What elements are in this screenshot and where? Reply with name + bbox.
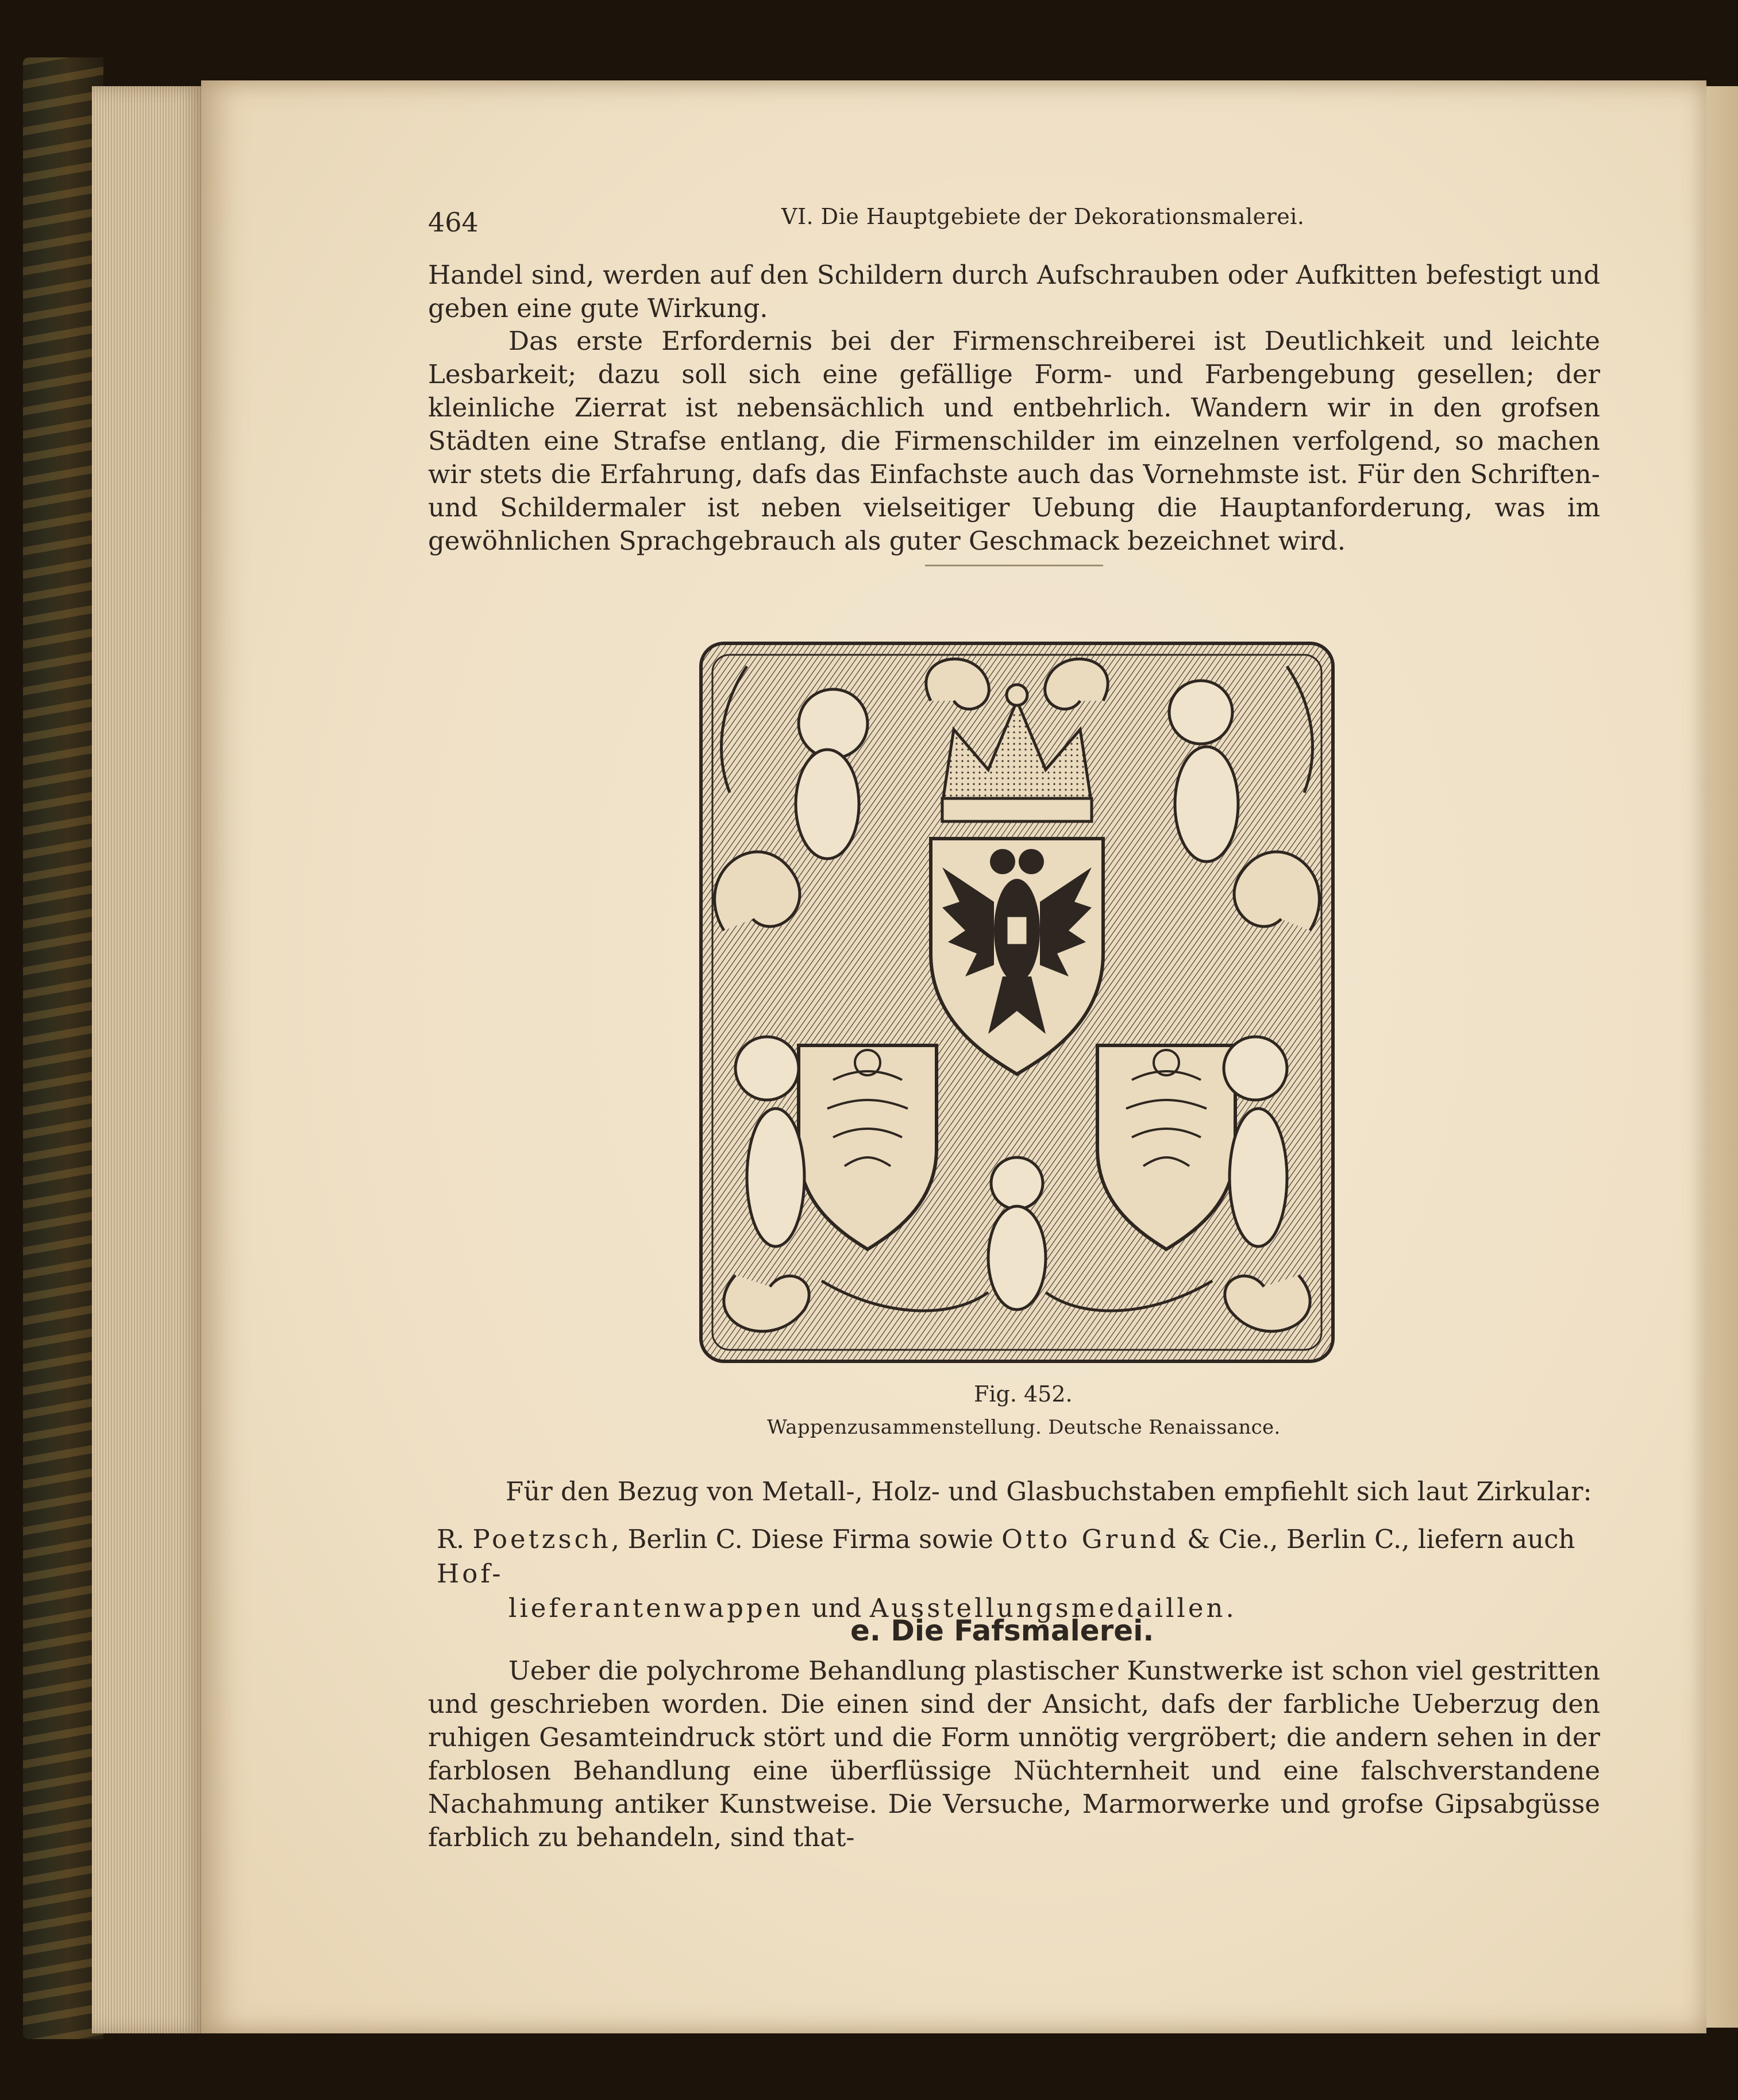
page-number: 464 [428,207,479,238]
paragraph-2 [428,325,1600,558]
sources-lead: R. [437,1524,473,1554]
facing-page-edge [1704,86,1738,2028]
sources-intro: Für den Bezug von Metall-, Holz- und Glasbuchstaben empfiehlt sich laut Zirkular: [506,1476,1592,1507]
paragraph-1 [428,258,1600,325]
book-binding [23,57,103,2039]
paragraph-3-text: Ueber die polychrome Behandlung plastischer Kunstwerke ist schon viel gestritten und geschrieben worden. Die einen sind der Ansicht, dafs der farbliche Ueberzug den ruhigen Gesamteindruck stört und die Form unnötig vergröbert; die andern sehen in der farblosen Behandlung eine überflüssige Nüchternheit und eine falschverstandene Nachahmung antiker Kunstweise. Die Versuche, Marmorwerke und grofse Gipsabgüsse farblich zu behandeln, sind that- [428,1655,1600,1852]
sources-end: . [1226,1593,1234,1623]
paragraph-1-text: Handel sind, werden auf den Schildern durch Aufschrauben oder Aufkitten befestigt und geben eine gute Wirkung. [428,260,1600,323]
page-edges [92,86,207,2033]
sources-and: und [803,1593,870,1623]
running-head: VI. Die Hauptgebiete der Dekorationsmalerei. [781,204,1305,229]
sources-mid-1: , Berlin C. Diese Firma sowie [611,1524,1002,1554]
product-lieferantenwappen: lieferantenwappen [508,1593,804,1623]
coat-of-arms-figure [689,632,1344,1373]
sources-mid-2: & Cie., Berlin C., liefern auch [1178,1524,1575,1554]
paragraph-3 [428,1654,1600,1854]
product-hof-part: Hof- [437,1558,504,1589]
figure-caption: Wappenzusammenstellung. Deutsche Renaissance. [767,1416,1281,1439]
paragraph-2-text: Das erste Erfordernis bei der Firmenschreiberei ist Deutlichkeit und leichte Lesbarkeit; dazu soll sich eine gefällige Form- und Farbengebung gesellen; der kleinliche Zierrat ist nebensächlich und entbehrlich. Wandern wir in den grofsen Städten eine Strafse entlang, die Firmenschilder im einzelnen verfolgend, so machen wir stets die Erfahrung, dafs das Einfachste auch das Vornehmste ist. Für den Schriften- und Schildermaler ist neben vielseitiger Uebung die Hauptanforderung, was im gewöhnlichen Sprachgebrauch als guter Geschmack bezeichnet wird. [428,326,1600,556]
firm-name-otto-grund: Otto Grund [1001,1524,1179,1554]
firm-name-poetzsch: Poetzsch [472,1524,611,1554]
sources-paragraph [437,1522,1603,1626]
figure-number: Fig. 452. [974,1381,1073,1407]
separator-rule [925,565,1103,566]
product-ausstellungsmedaillen: Ausstellungsmedaillen [869,1593,1226,1623]
section-heading: e. Die Fafsmalerei. [850,1614,1154,1647]
